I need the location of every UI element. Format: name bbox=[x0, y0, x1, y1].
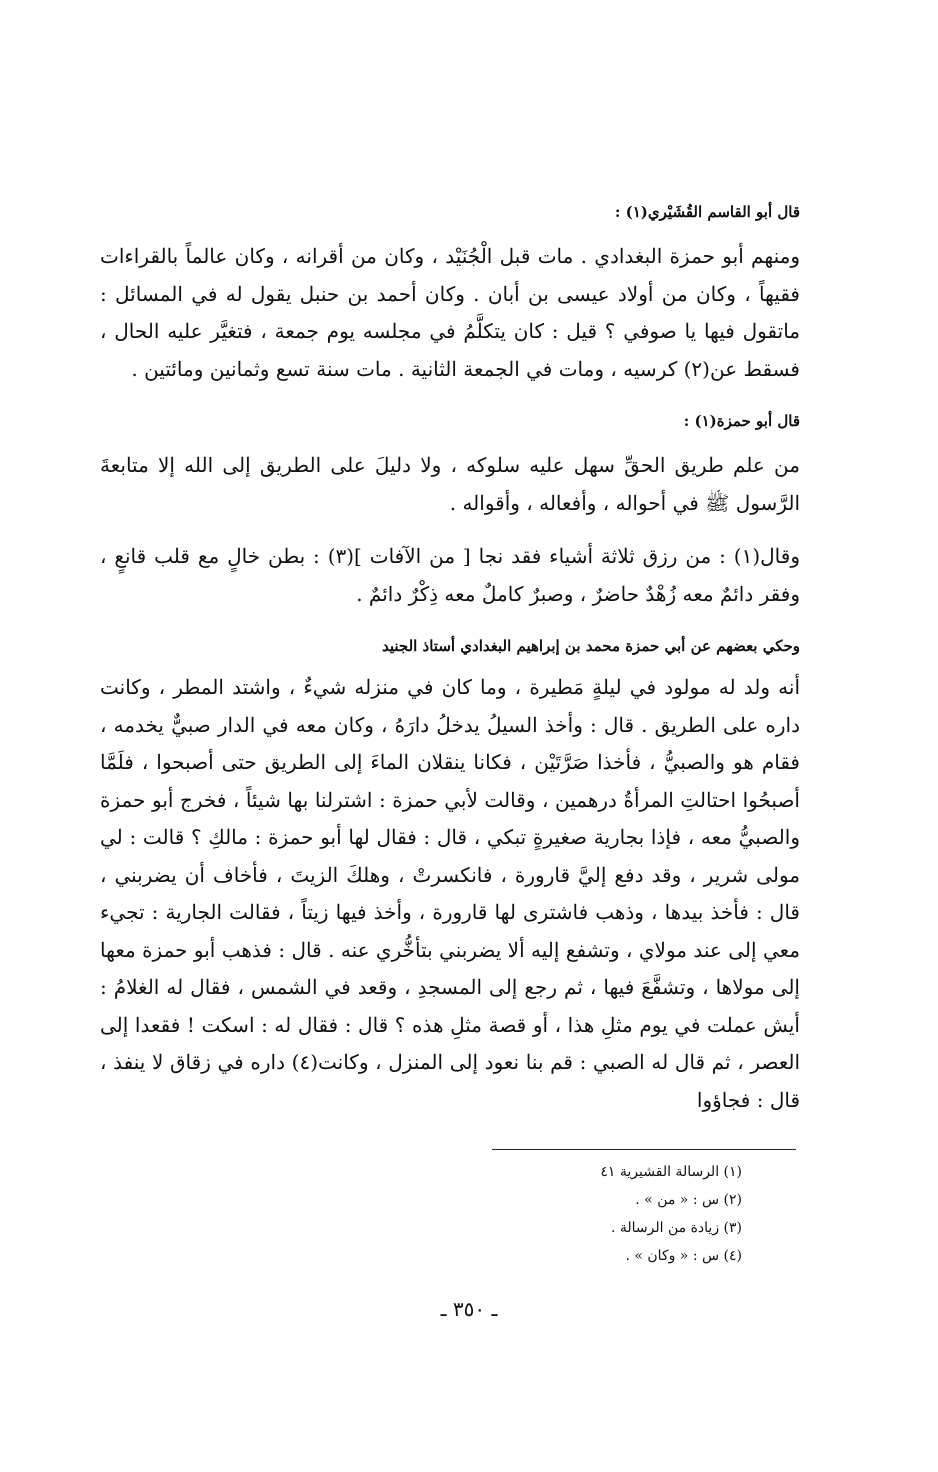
section-heading-story: وحكي بعضهم عن أبي حمزة محمد بن إبراهيم البغدادي أستاذ الجنيد bbox=[381, 637, 800, 655]
paragraph-biography: ومنهم أبو حمزة البغدادي . مات قبل الْجُنَيْد ، وكان من أقرانه ، وكان عالماً بالقراءات فقيهاً ، وكان من أولاد عيسى بن أبان . وكان أحمد بن حنبل يقول له في المسائل : ماتقول فيها يا صوفي ؟ قيل : كان يتكلَّمُ في مجلسه يوم جمعة ، فتغيَّر عليه الحال ، فسقط عن(٢) كرسيه ، ومات في الجمعة الثانية . مات سنة تسع وثمانين ومائتين . bbox=[100, 244, 801, 381]
footnote: (٢) س : « من » . bbox=[635, 1192, 742, 1208]
paragraph-path-of-truth: من علم طريق الحقِّ سهل عليه سلوكه ، ولا دليلَ على الطريق إلى الله إلا متابعةَ الرَّسول ﷺ في أحواله ، وأفعاله ، وأقواله . bbox=[100, 453, 800, 515]
footnote: (٤) س : « وكان » . bbox=[625, 1248, 742, 1264]
section-heading-qushayri: قال أبو القاسم القُشَيْري(١) : bbox=[614, 203, 800, 221]
section-heading-abu-hamza: قال أبو حمزة(١) : bbox=[683, 412, 800, 430]
footnote: (٣) زيادة من الرسالة . bbox=[610, 1220, 742, 1236]
paragraph-three-things: وقال(١) : من رزق ثلاثة أشياء فقد نجا [ من الآفات ](٣) : بطن خالٍ مع قلب قانعٍ ، وفقر دائمٌ معه زُهْدٌ حاضرٌ ، وصبرٌ كاملٌ معه ذِكْرٌ دائمٌ . bbox=[100, 544, 800, 606]
page-number: ـ ٣٥٠ ـ bbox=[440, 1297, 498, 1321]
footnotes bbox=[600, 1158, 742, 1270]
paragraph-story: أنه ولد له مولود في ليلةٍ مَطيرة ، وما كان في منزله شيءٌ ، واشتد المطر ، وكانت داره على الطريق . قال : وأخذ السيلُ يدخلُ دارَهُ ، وكان معه في الدار صبيٌّ يخدمه ، فقام هو والصبيُّ ، فأخذا صَرَّتَيْن ، فكانا ينقلان الماءَ إلى الطريق حتى أصبحوا ، فلَمَّا أصبحُوا احتالتِ المرأةُ درهمين ، وقالت لأبي حمزة : اشترلنا بها شيئاً ، فخرج أبو حمزة والصبيُّ معه ، فإذا بجارية صغيرةٍ تبكي ، قال : فقال لها أبو حمزة : مالكِ ؟ قالت : لي مولى شرير ، وقد دفع إليَّ قارورة ، فانكسرتْ ، وهلكَ الزيتَ ، فأخاف أن يضربني ، قال : فأخذ بيدها ، وذهب فاشترى لها قارورة ، وأخذ فيها زيتاً ، فقالت الجارية : تجيء معي إلى عند مولاي ، وتشفع إليه ألا يضربني بتأخُّري عنه . قال : فذهب أبو حمزة معها إلى مولاها ، وتشفَّعَ فيها ، ثم رجع إلى المسجدِ ، وقعد في الشمس ، فقال له الغلامُ : أيش عملت في يوم مثلِ هذا ، أو قصة مثلِ هذه ؟ قال : فقال له : اسكت ! فقعدا إلى العصر ، ثم قال له الصبي : قم بنا نعود إلى المنزل ، وكانت(٤) داره في زقاق لا ينفذ ، قال : فجاؤوا bbox=[100, 675, 800, 1112]
footnote: (١) الرسالة القشيرية ٤١ bbox=[600, 1164, 742, 1180]
footnote-divider bbox=[492, 1149, 796, 1150]
